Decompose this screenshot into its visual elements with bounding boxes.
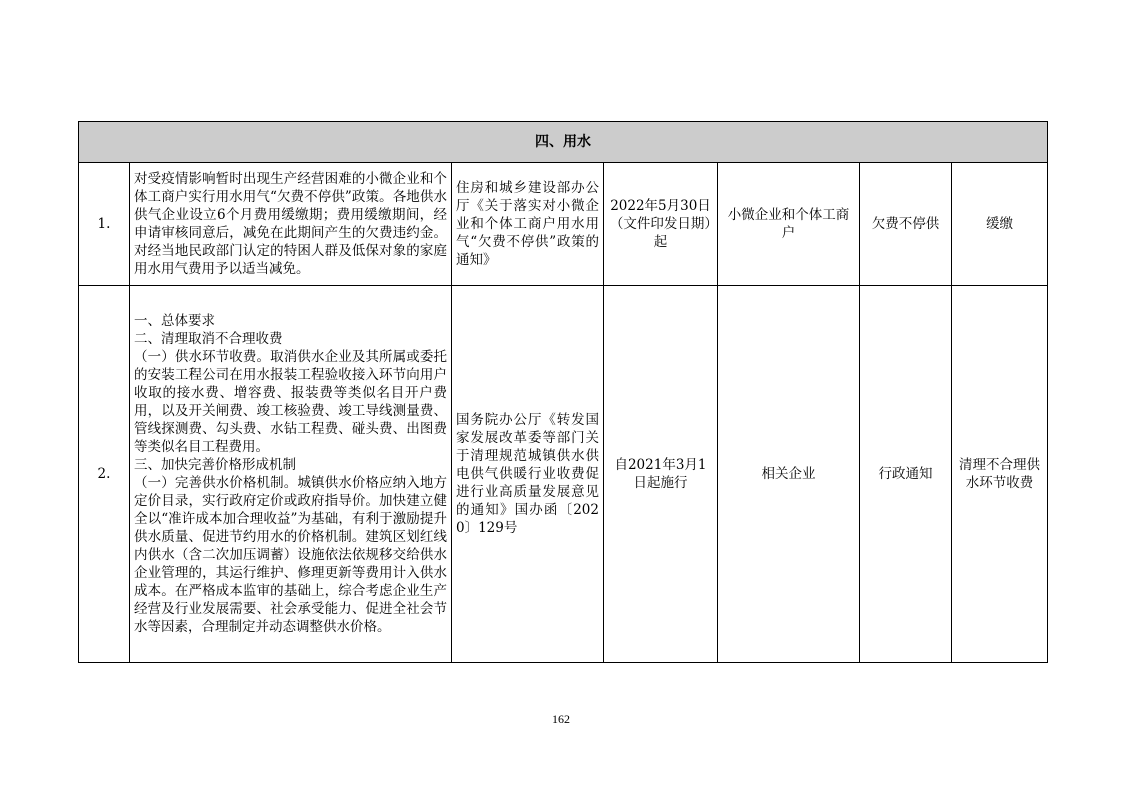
content-paragraph: 对受疫情影响暂时出现生产经营困难的小微企业和个体工商户实行用水用气“欠费不停供”政策。各地供水供气企业设立6个月费用缓缴期；费用缓缴期间，经申请审核同意后，减免在此期间产生的欠费违约金。对经当地民政部门认定的特困人群及低保对象的家庭用水用气费用予以适当减免。 — [134, 171, 447, 277]
section-title: 四、用水 — [79, 122, 1048, 163]
effective-time: 2022年5月30日（文件印发日期）起 — [604, 163, 718, 286]
policy-basis: 住房和城乡建设部办公厅《关于落实对小微企业和个体工商户用水用气“欠费不停供”政策的通知》 — [452, 163, 604, 286]
content-paragraph: （一）供水环节收费。取消供水企业及其所属或委托的安装工程公司在用水报装工程验收接入环节向用户收取的接水费、增容费、报装费等类似名目开户费用，以及开关闸费、竣工核验费、竣工导线测量费、管线探测费、勾头费、水钻工程费、碰头费、出图费等类似名目工程费用。 — [134, 349, 447, 455]
policy-measure: 缓缴 — [952, 163, 1048, 286]
content-heading: 一、总体要求 — [134, 313, 215, 329]
policy-content — [130, 163, 452, 286]
policy-table — [78, 121, 1048, 663]
policy-measure: 清理不合理供水环节收费 — [952, 286, 1048, 663]
row-number: 2. — [79, 286, 130, 663]
content-heading: 二、清理取消不合理收费 — [134, 331, 283, 347]
content-heading: 三、加快完善价格形成机制 — [134, 457, 296, 473]
policy-type: 行政通知 — [860, 286, 952, 663]
page-number: 162 — [552, 712, 570, 726]
effective-time: 自2021年3月1日起施行 — [604, 286, 718, 663]
section-header-row — [79, 122, 1048, 163]
table-row — [79, 163, 1048, 286]
policy-content — [130, 286, 452, 663]
target-group: 相关企业 — [718, 286, 860, 663]
table-row — [79, 286, 1048, 663]
row-number: 1. — [79, 163, 130, 286]
content-paragraph: （一）完善供水价格机制。城镇供水价格应纳入地方定价目录，实行政府定价或政府指导价。加快建立健全以“准许成本加合理收益”为基础，有利于激励提升供水质量、促进节约用水的价格机制。建筑区划红线内供水（含二次加压调蓄）设施依法依规移交给供水企业管理的，其运行维护、修理更新等费用计入供水成本。在严格成本监审的基础上，综合考虑企业生产经营及行业发展需要、社会承受能力、促进全社会节水等因素，合理制定并动态调整供水价格。 — [134, 475, 447, 635]
target-group: 小微企业和个体工商户 — [718, 163, 860, 286]
policy-type: 欠费不停供 — [860, 163, 952, 286]
policy-basis: 国务院办公厅《转发国家发展改革委等部门关于清理规范城镇供水供电供气供暖行业收费促进行业高质量发展意见的通知》国办函〔2020〕129号 — [452, 286, 604, 663]
